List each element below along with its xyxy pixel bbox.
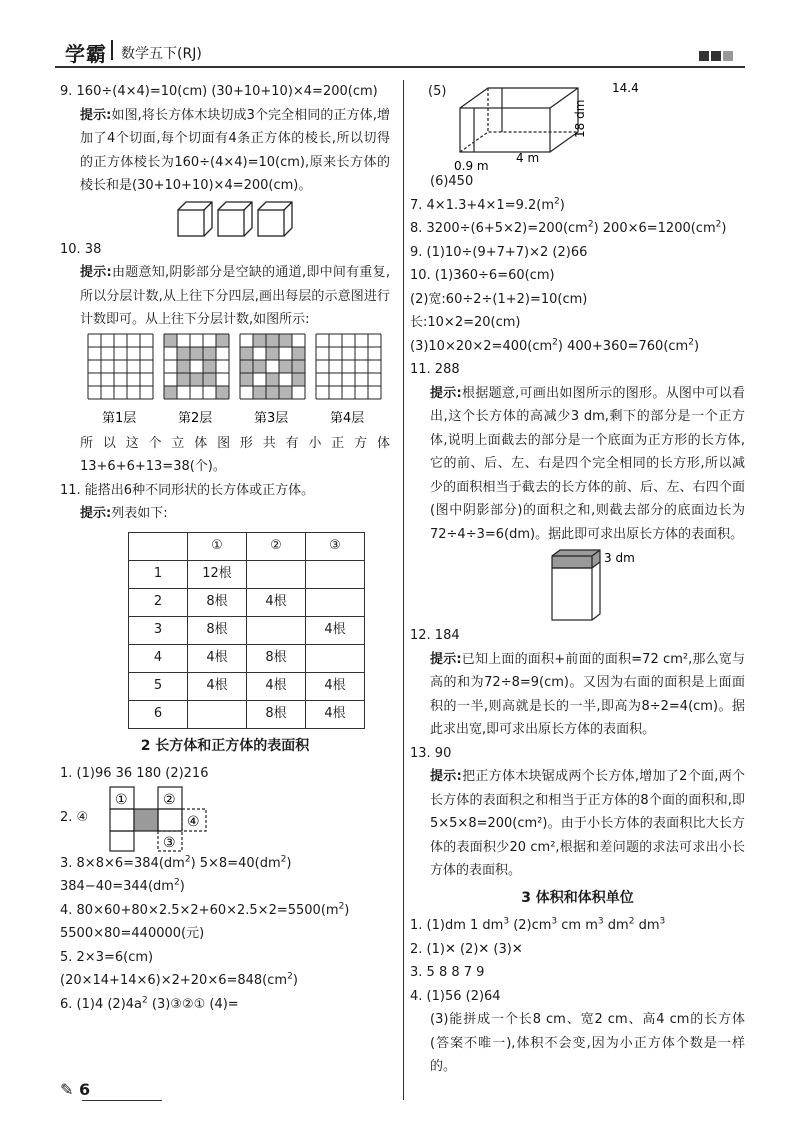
table-header-row: ① ② ③ bbox=[129, 532, 365, 560]
answer-10r: 10. (1)360÷6=60(cm) bbox=[410, 268, 555, 283]
grid-shaded-cell bbox=[253, 334, 266, 347]
grid-shaded-cell bbox=[240, 347, 253, 360]
grid-shaded-cell bbox=[177, 373, 190, 386]
right-column bbox=[410, 80, 745, 1079]
answer-11-figure bbox=[410, 546, 745, 624]
grid-shaded-cell bbox=[203, 373, 216, 386]
page-footer bbox=[60, 1080, 90, 1099]
cut-cuboid-figure bbox=[550, 548, 670, 624]
column-divider bbox=[403, 80, 404, 1100]
grid-shaded-cell bbox=[190, 373, 203, 386]
grid-shaded-cell bbox=[266, 347, 279, 360]
answer-9r: 9. (1)10÷(9+7+7)×2 (2)66 bbox=[410, 244, 588, 260]
fig-label-14-4: 14.4 bbox=[612, 81, 639, 95]
s2-answer-5: 5. 2×3=6(cm) bbox=[60, 949, 154, 965]
s3-answer-2: 2. (1)✕ (2)✕ (3)✕ bbox=[410, 941, 523, 957]
layer-label: 第2层 bbox=[178, 410, 213, 426]
page-header bbox=[55, 30, 745, 70]
table-row: 1 12根 bbox=[129, 560, 365, 588]
header-separator bbox=[111, 40, 113, 60]
page-number: 6 bbox=[78, 1080, 91, 1099]
table-row: 4 4根 8根 bbox=[129, 644, 365, 672]
grid-shaded-cell bbox=[253, 360, 266, 373]
fig-label-4m: 4 m bbox=[516, 151, 540, 165]
grid-shaded-cell bbox=[177, 360, 190, 373]
grid-shaded-cell bbox=[266, 334, 279, 347]
grid-shaded-cell bbox=[240, 360, 253, 373]
hint-10: 提示:由题意知,阴影部分是空缺的通道,即中间有重复,所以分层计数,从上往下分四层,画出每层的示意图进行计数即可。从上往下分层计数,如图所示: bbox=[80, 265, 390, 327]
s2-answer-6: 6. (1)4 $(2)4a^2$ (3)③②① (4)= bbox=[60, 995, 239, 1012]
cube-net-figure bbox=[100, 786, 230, 852]
grid-shaded-cell bbox=[266, 373, 279, 386]
grid-shaded-cell bbox=[240, 373, 253, 386]
combination-table bbox=[128, 532, 365, 729]
header-rule bbox=[55, 66, 745, 68]
grid-shaded-cell bbox=[279, 334, 292, 347]
answer-12: 12. 184 bbox=[410, 628, 460, 643]
grid-shaded-cell bbox=[266, 386, 279, 399]
brand-logo: 学霸 bbox=[65, 42, 107, 66]
s2-answer-3b: $384-40=344(dm^2)$ bbox=[60, 877, 185, 894]
table-row: 2 8根 4根 bbox=[129, 588, 365, 616]
header-decoration bbox=[697, 46, 733, 65]
s2-answer-4b: 5500×80=440000(元) bbox=[60, 926, 205, 941]
answer-10: 10. 38 bbox=[60, 241, 102, 257]
grid-shaded-cell bbox=[203, 347, 216, 360]
fig11-label: 3 dm bbox=[604, 551, 635, 565]
fig-label-0-9m: 0.9 m bbox=[454, 159, 489, 172]
grid-shaded-cell bbox=[216, 386, 229, 399]
hint-11: 提示:列表如下: bbox=[80, 506, 168, 521]
answer-10r-c: 长:10×2=20(cm) bbox=[410, 315, 521, 330]
book-title: 数学五下(RJ) bbox=[121, 46, 202, 62]
net-label-2: ② bbox=[163, 791, 176, 808]
layer-grids-figure bbox=[60, 332, 390, 432]
grid-shaded-cell bbox=[279, 360, 292, 373]
hint-9: 提示:如图,将长方体木块切成3个完全相同的正方体,增加了4个切面,每个切面有4条正方体的棱长,所以切得的正方体棱长为160÷(4×4)=10(cm),原来长方体的棱长和是(30+10+10)×4=200(cm)。 bbox=[80, 107, 390, 193]
table-row: 6 8根 4根 bbox=[129, 700, 365, 728]
hint-11r: 提示:根据题意,可画出如图所示的图形。从图中可以看出,这个长方体的高减少3 dm,剩下的部分是一个正方体,说明上面截去的部分是一个底面为正方形的长方体,它的前、后、左、右是四个完全相同的长方形,所以减少的面积相当于截去的长方体的前、后、左、右四个面(图中阴影部分)的面积之和,则截去部分的底面边长为72÷4÷3=6(dm)。据此即可求出原长方体的表面积。 bbox=[430, 385, 745, 542]
s3-answer-1: 1. (1)dm 1 $dm^3$ $(2)cm^3$ cm $m^3$ $dm^2$ $dm^3$ bbox=[410, 916, 666, 933]
hint-label: 提示: bbox=[80, 107, 112, 123]
answer-8: 8. $3200\div(6+5\times 2)=200(cm^2)$ $200\times 6=1200(cm^2)$ bbox=[410, 219, 727, 236]
table-row: 5 4根 4根 4根 bbox=[129, 672, 365, 700]
s2-answer-4: 4. $80\times 60+80\times 2.5\times 2+60\times 2.5\times 2=5500(m^2)$ bbox=[60, 901, 350, 918]
s2-answer-2: 2. ④ ① ② ④ ③ bbox=[60, 786, 390, 852]
answer-10r-d: $(3)10\times 20\times 2=400(cm^2)$ $400+360=760(cm^2)$ bbox=[410, 337, 700, 354]
s2-answer-3: 3. $8\times 8\times 6=384(dm^2)$ $5\times 8=40(dm^2)$ bbox=[60, 854, 292, 871]
hint-12: 提示:已知上面的面积+前面的面积=72 cm²,那么宽与高的和为72÷8=9(cm)。又因为右面的面积是上面面积的一半,则高就是长的一半,即高为8÷2=4(cm)。据此求出宽,即可求出原长方体的表面积。 bbox=[430, 651, 745, 737]
grid-shaded-cell bbox=[216, 334, 229, 347]
s3-answer-4: 4. (1)56 (2)64 bbox=[410, 988, 501, 1004]
hint-13: 提示:把正方体木块锯成两个长方体,增加了2个面,两个长方体的表面积之和相当于正方体的8个面的面积和,即5×5×8=200(cm²)。由于小长方体的表面积比大长方体的表面积少20 cm²,根据和差问题的求法可求出小长方体的表面积。 bbox=[430, 769, 745, 878]
s3-answer-3: 3. 5 8 8 7 9 bbox=[410, 965, 485, 980]
fig-label-18dm: 18 dm bbox=[573, 99, 587, 138]
section-2-title: 2 长方体和正方体的表面积 bbox=[140, 737, 310, 754]
answer-7: 7. $4\times 1.3+4\times 1=9.2(m^2)$ bbox=[410, 196, 565, 213]
grid-shaded-cell bbox=[177, 347, 190, 360]
layer-label: 第3层 bbox=[254, 410, 289, 426]
grid-shaded-cell bbox=[253, 386, 266, 399]
grid-shaded-cell bbox=[164, 386, 177, 399]
grid-shaded-cell bbox=[279, 386, 292, 399]
table-row: 3 8根 4根 bbox=[129, 616, 365, 644]
pencil-icon: ✎ bbox=[60, 1080, 74, 1099]
grid-shaded-cell bbox=[164, 334, 177, 347]
net-label-1: ① bbox=[115, 791, 128, 808]
section-3-title: 3 体积和体积单位 bbox=[521, 889, 634, 906]
grid-shaded-cell bbox=[292, 373, 305, 386]
answer-11r: 11. 288 bbox=[410, 362, 460, 377]
layer-label: 第4层 bbox=[330, 410, 365, 426]
layer-label: 第1层 bbox=[102, 410, 137, 426]
answer-11: 11. 能搭出6种不同形状的长方体或正方体。 bbox=[60, 482, 315, 498]
s2-answer-1: 1. (1)96 36 180 (2)216 bbox=[60, 766, 209, 781]
grid-shaded-cell bbox=[292, 347, 305, 360]
cuboid-figure bbox=[450, 80, 650, 172]
net-label-3: ③ bbox=[163, 834, 176, 851]
answer-5-figure: (5) 14.4 18 dm 4 m 0.9 m bbox=[410, 80, 745, 170]
net-label-4: ④ bbox=[187, 813, 200, 830]
s2-answer-5b: $(20\times 14+14\times 6)\times 2+20\times 6=848(cm^2)$ bbox=[60, 971, 298, 988]
s3-answer-4-3: (3)能拼成一个长8 cm、宽2 cm、高4 cm的长方体(答案不唯一),体积不会变,因为小正方体个数是一样的。 bbox=[430, 1012, 745, 1074]
grid-shaded-cell bbox=[190, 347, 203, 360]
answer-9: 9. 160÷(4×4)=10(cm) (30+10+10)×4=200(cm) bbox=[60, 84, 378, 99]
three-cubes-figure bbox=[60, 198, 390, 238]
answer-13: 13. 90 bbox=[410, 745, 452, 761]
grid-shaded-cell bbox=[203, 360, 216, 373]
answer-10r-b: (2)宽:60÷2÷(1+2)=10(cm) bbox=[410, 291, 588, 307]
left-column bbox=[60, 80, 390, 1016]
layer-total: 所以这个立体图形共有小正方体 13+6+6+13=38(个)。 bbox=[80, 435, 390, 474]
grid-shaded-cell bbox=[292, 360, 305, 373]
answer-6: (6)450 bbox=[430, 174, 474, 189]
